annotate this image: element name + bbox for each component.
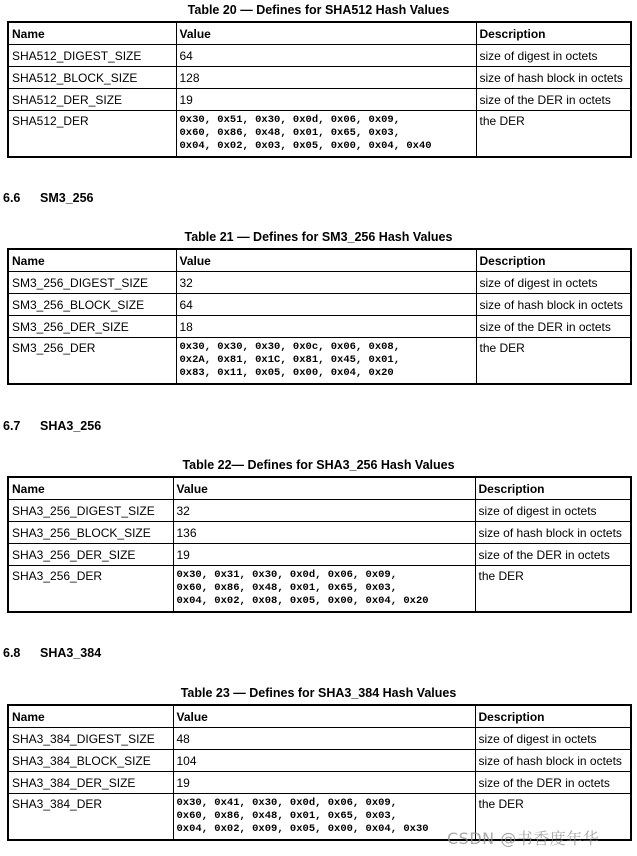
cell-value: 18 xyxy=(176,316,476,338)
cell-description: size of the DER in octets xyxy=(475,544,631,566)
watermark: CSDN @书香度年华 xyxy=(447,829,600,848)
cell-name: SHA512_DER_SIZE xyxy=(8,89,176,111)
table-caption: Table 20 — Defines for SHA512 Hash Values xyxy=(187,3,450,17)
cell-description: the DER xyxy=(476,338,631,385)
cell-description: size of the DER in octets xyxy=(476,316,631,338)
hash-defines-table-sha3-256 xyxy=(7,476,632,613)
column-header-name: Name xyxy=(8,477,173,500)
cell-value: 64 xyxy=(176,45,476,67)
table-header-row xyxy=(8,22,631,45)
cell-name: SHA3_384_BLOCK_SIZE xyxy=(8,750,173,772)
column-header-description: Description xyxy=(476,22,631,45)
column-header-value: Value xyxy=(173,705,475,728)
cell-value-der: 0x30, 0x31, 0x30, 0x0d, 0x06, 0x09, 0x60, 0x86, 0x48, 0x01, 0x65, 0x03, 0x04, 0x02, 0x08, 0x05, 0x00, 0x04, 0x20 xyxy=(173,566,475,613)
cell-description: the DER xyxy=(476,111,631,158)
cell-description: size of digest in octets xyxy=(475,728,631,750)
table-header-row xyxy=(8,477,631,500)
column-header-name: Name xyxy=(8,22,176,45)
cell-description: size of hash block in octets xyxy=(475,750,631,772)
cell-name: SHA3_256_DER_SIZE xyxy=(8,544,173,566)
cell-name: SHA3_384_DER xyxy=(8,794,173,841)
section-number: 6.8 xyxy=(3,646,21,660)
cell-value: 128 xyxy=(176,67,476,89)
table-row xyxy=(8,272,631,294)
column-header-description: Description xyxy=(475,477,631,500)
cell-description: size of digest in octets xyxy=(475,500,631,522)
table-row xyxy=(8,750,631,772)
cell-description: size of hash block in octets xyxy=(476,67,631,89)
cell-description: the DER xyxy=(475,794,631,841)
cell-value: 104 xyxy=(173,750,475,772)
cell-value-der: 0x30, 0x41, 0x30, 0x0d, 0x06, 0x09, 0x60, 0x86, 0x48, 0x01, 0x65, 0x03, 0x04, 0x02, 0x09, 0x05, 0x00, 0x04, 0x30 xyxy=(173,794,475,841)
section-title: SHA3_384 xyxy=(40,646,102,660)
table-row xyxy=(8,111,631,158)
table-row xyxy=(8,45,631,67)
cell-name: SHA3_384_DER_SIZE xyxy=(8,772,173,794)
column-header-name: Name xyxy=(8,705,173,728)
table-row xyxy=(8,294,631,316)
cell-value: 64 xyxy=(176,294,476,316)
table-row xyxy=(8,566,631,613)
cell-name: SM3_256_BLOCK_SIZE xyxy=(8,294,176,316)
cell-value: 32 xyxy=(176,272,476,294)
cell-value: 32 xyxy=(173,500,475,522)
section-title: SM3_256 xyxy=(40,191,94,205)
hash-defines-table-sha3-384 xyxy=(7,704,632,841)
column-header-value: Value xyxy=(176,249,476,272)
cell-name: SHA3_256_BLOCK_SIZE xyxy=(8,522,173,544)
section-number: 6.7 xyxy=(3,419,21,433)
cell-description: size of digest in octets xyxy=(476,272,631,294)
column-header-name: Name xyxy=(8,249,176,272)
table-row xyxy=(8,500,631,522)
column-header-description: Description xyxy=(475,705,631,728)
section-heading xyxy=(3,419,101,433)
column-header-description: Description xyxy=(476,249,631,272)
cell-name: SHA512_BLOCK_SIZE xyxy=(8,67,176,89)
cell-value: 19 xyxy=(173,544,475,566)
cell-name: SM3_256_DER_SIZE xyxy=(8,316,176,338)
cell-description: size of the DER in octets xyxy=(475,772,631,794)
table-row xyxy=(8,522,631,544)
cell-name: SM3_256_DER xyxy=(8,338,176,385)
cell-description: size of digest in octets xyxy=(476,45,631,67)
table-caption: Table 23 — Defines for SHA3_384 Hash Values xyxy=(180,686,457,700)
cell-description: size of the DER in octets xyxy=(476,89,631,111)
cell-value: 19 xyxy=(173,772,475,794)
cell-description: size of hash block in octets xyxy=(475,522,631,544)
section-number: 6.6 xyxy=(3,191,21,205)
table-row xyxy=(8,772,631,794)
table-row xyxy=(8,544,631,566)
table-header-row xyxy=(8,249,631,272)
table-row xyxy=(8,338,631,385)
hash-defines-table-sm3-256 xyxy=(7,248,632,385)
table-row xyxy=(8,89,631,111)
cell-name: SHA3_256_DIGEST_SIZE xyxy=(8,500,173,522)
table-row xyxy=(8,67,631,89)
table-row xyxy=(8,316,631,338)
hash-defines-table-sha512 xyxy=(7,21,632,158)
table-caption: Table 21 — Defines for SM3_256 Hash Values xyxy=(184,230,453,244)
section-heading xyxy=(3,646,101,660)
table-caption: Table 22— Defines for SHA3_256 Hash Values xyxy=(182,458,455,472)
cell-name: SM3_256_DIGEST_SIZE xyxy=(8,272,176,294)
cell-value: 19 xyxy=(176,89,476,111)
column-header-value: Value xyxy=(176,22,476,45)
cell-description: the DER xyxy=(475,566,631,613)
cell-value: 136 xyxy=(173,522,475,544)
section-title: SHA3_256 xyxy=(40,419,102,433)
cell-name: SHA512_DIGEST_SIZE xyxy=(8,45,176,67)
cell-name: SHA512_DER xyxy=(8,111,176,158)
cell-value-der: 0x30, 0x51, 0x30, 0x0d, 0x06, 0x09, 0x60, 0x86, 0x48, 0x01, 0x65, 0x03, 0x04, 0x02, 0x03, 0x05, 0x00, 0x04, 0x40 xyxy=(176,111,476,158)
table-row xyxy=(8,728,631,750)
cell-value: 48 xyxy=(173,728,475,750)
cell-value-der: 0x30, 0x30, 0x30, 0x0c, 0x06, 0x08, 0x2A, 0x81, 0x1C, 0x81, 0x45, 0x01, 0x83, 0x11, 0x05, 0x00, 0x04, 0x20 xyxy=(176,338,476,385)
cell-name: SHA3_384_DIGEST_SIZE xyxy=(8,728,173,750)
cell-description: size of hash block in octets xyxy=(476,294,631,316)
table-header-row xyxy=(8,705,631,728)
column-header-value: Value xyxy=(173,477,475,500)
cell-name: SHA3_256_DER xyxy=(8,566,173,613)
section-heading xyxy=(3,191,94,205)
